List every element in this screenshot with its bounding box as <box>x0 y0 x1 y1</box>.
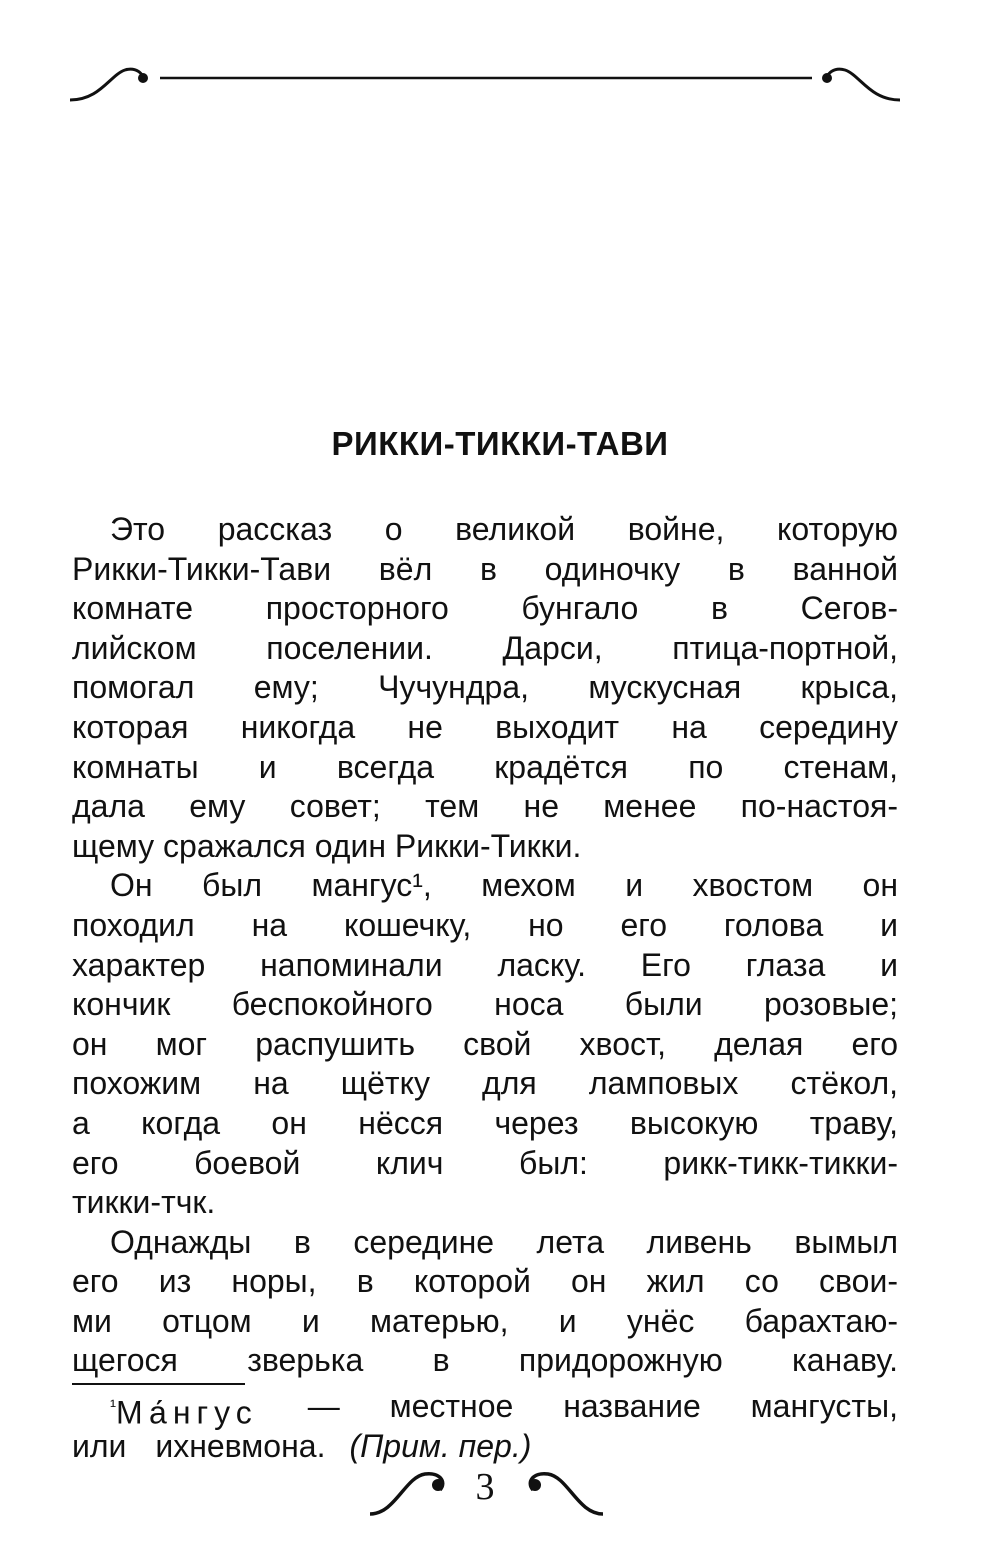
text-line: комнаты и всегда крадётся по стенам, <box>72 748 898 785</box>
text-line: щегося зверька в придорожную канаву. <box>72 1342 898 1379</box>
text-line: тикки-тчк. <box>72 1184 216 1221</box>
footnote-line-1 <box>72 1386 898 1431</box>
footnote-text: или ихневмона. <box>72 1428 326 1464</box>
footnote-word: местное <box>389 1388 514 1424</box>
footnote-line-2 <box>72 1426 898 1466</box>
translator-note: (Прим. пер.) <box>349 1428 532 1464</box>
text-line: Рикки-Тикки-Тави вёл в одиночку в ванной <box>72 550 898 587</box>
text-line: характер напоминали ласку. Его глаза и <box>72 946 898 983</box>
text-line: ми отцом и матерью, и унёс барахтаю- <box>72 1302 898 1339</box>
text-line: он мог распушить свой хвост, делая его <box>72 1025 898 1062</box>
footnote-marker: ¹ <box>110 1396 116 1416</box>
text-line: его из норы, в которой он жил со свои- <box>72 1263 898 1300</box>
text-line: Он был мангус¹, мехом и хвостом он <box>110 867 898 904</box>
text-line: походил на кошечку, но его голова и <box>72 906 898 943</box>
text-line: щему сражался один Рикки-Тикки. <box>72 827 582 864</box>
text-line: дала ему совет; тем не менее по-настоя- <box>72 788 898 825</box>
footnote-word: мангусты, <box>750 1388 898 1424</box>
footnote-dash: — <box>307 1388 340 1424</box>
text-line: помогал ему; Чучундра, мускусная крыса, <box>72 669 898 706</box>
story-title: РИККИ-ТИККИ-ТАВИ <box>331 425 669 462</box>
text-line: которая никогда не выходит на середину <box>72 708 898 745</box>
footnote-separator <box>72 1383 245 1385</box>
page-number-ornament-left <box>365 1462 465 1522</box>
text-line: его боевой клич был: рикк-тикк-тикки- <box>72 1144 898 1181</box>
footnote-word: название <box>563 1388 701 1424</box>
footnote-term-group <box>110 1386 258 1431</box>
text-line: похожим на щётку для ламповых стёкол, <box>72 1065 898 1102</box>
text-line: лийском поселении. Дарси, птица-портной, <box>72 629 898 666</box>
footnote-term: Ма́нгус <box>116 1394 258 1431</box>
page-number-ornament-right <box>508 1462 608 1522</box>
page-number: 3 <box>475 1466 495 1508</box>
footnote <box>72 1386 898 1466</box>
text-line: Это рассказ о великой войне, которую <box>110 511 898 547</box>
text-line: а когда он нёсся через высокую траву, <box>72 1104 898 1141</box>
header-ornament <box>60 55 910 105</box>
text-line: комнате просторного бунгало в Сегов- <box>72 590 898 627</box>
text-line: Однажды в середине лета ливень вымыл <box>110 1223 898 1260</box>
text-line: кончик беспокойного носа были розовые; <box>72 986 898 1023</box>
body-text <box>72 510 898 1381</box>
